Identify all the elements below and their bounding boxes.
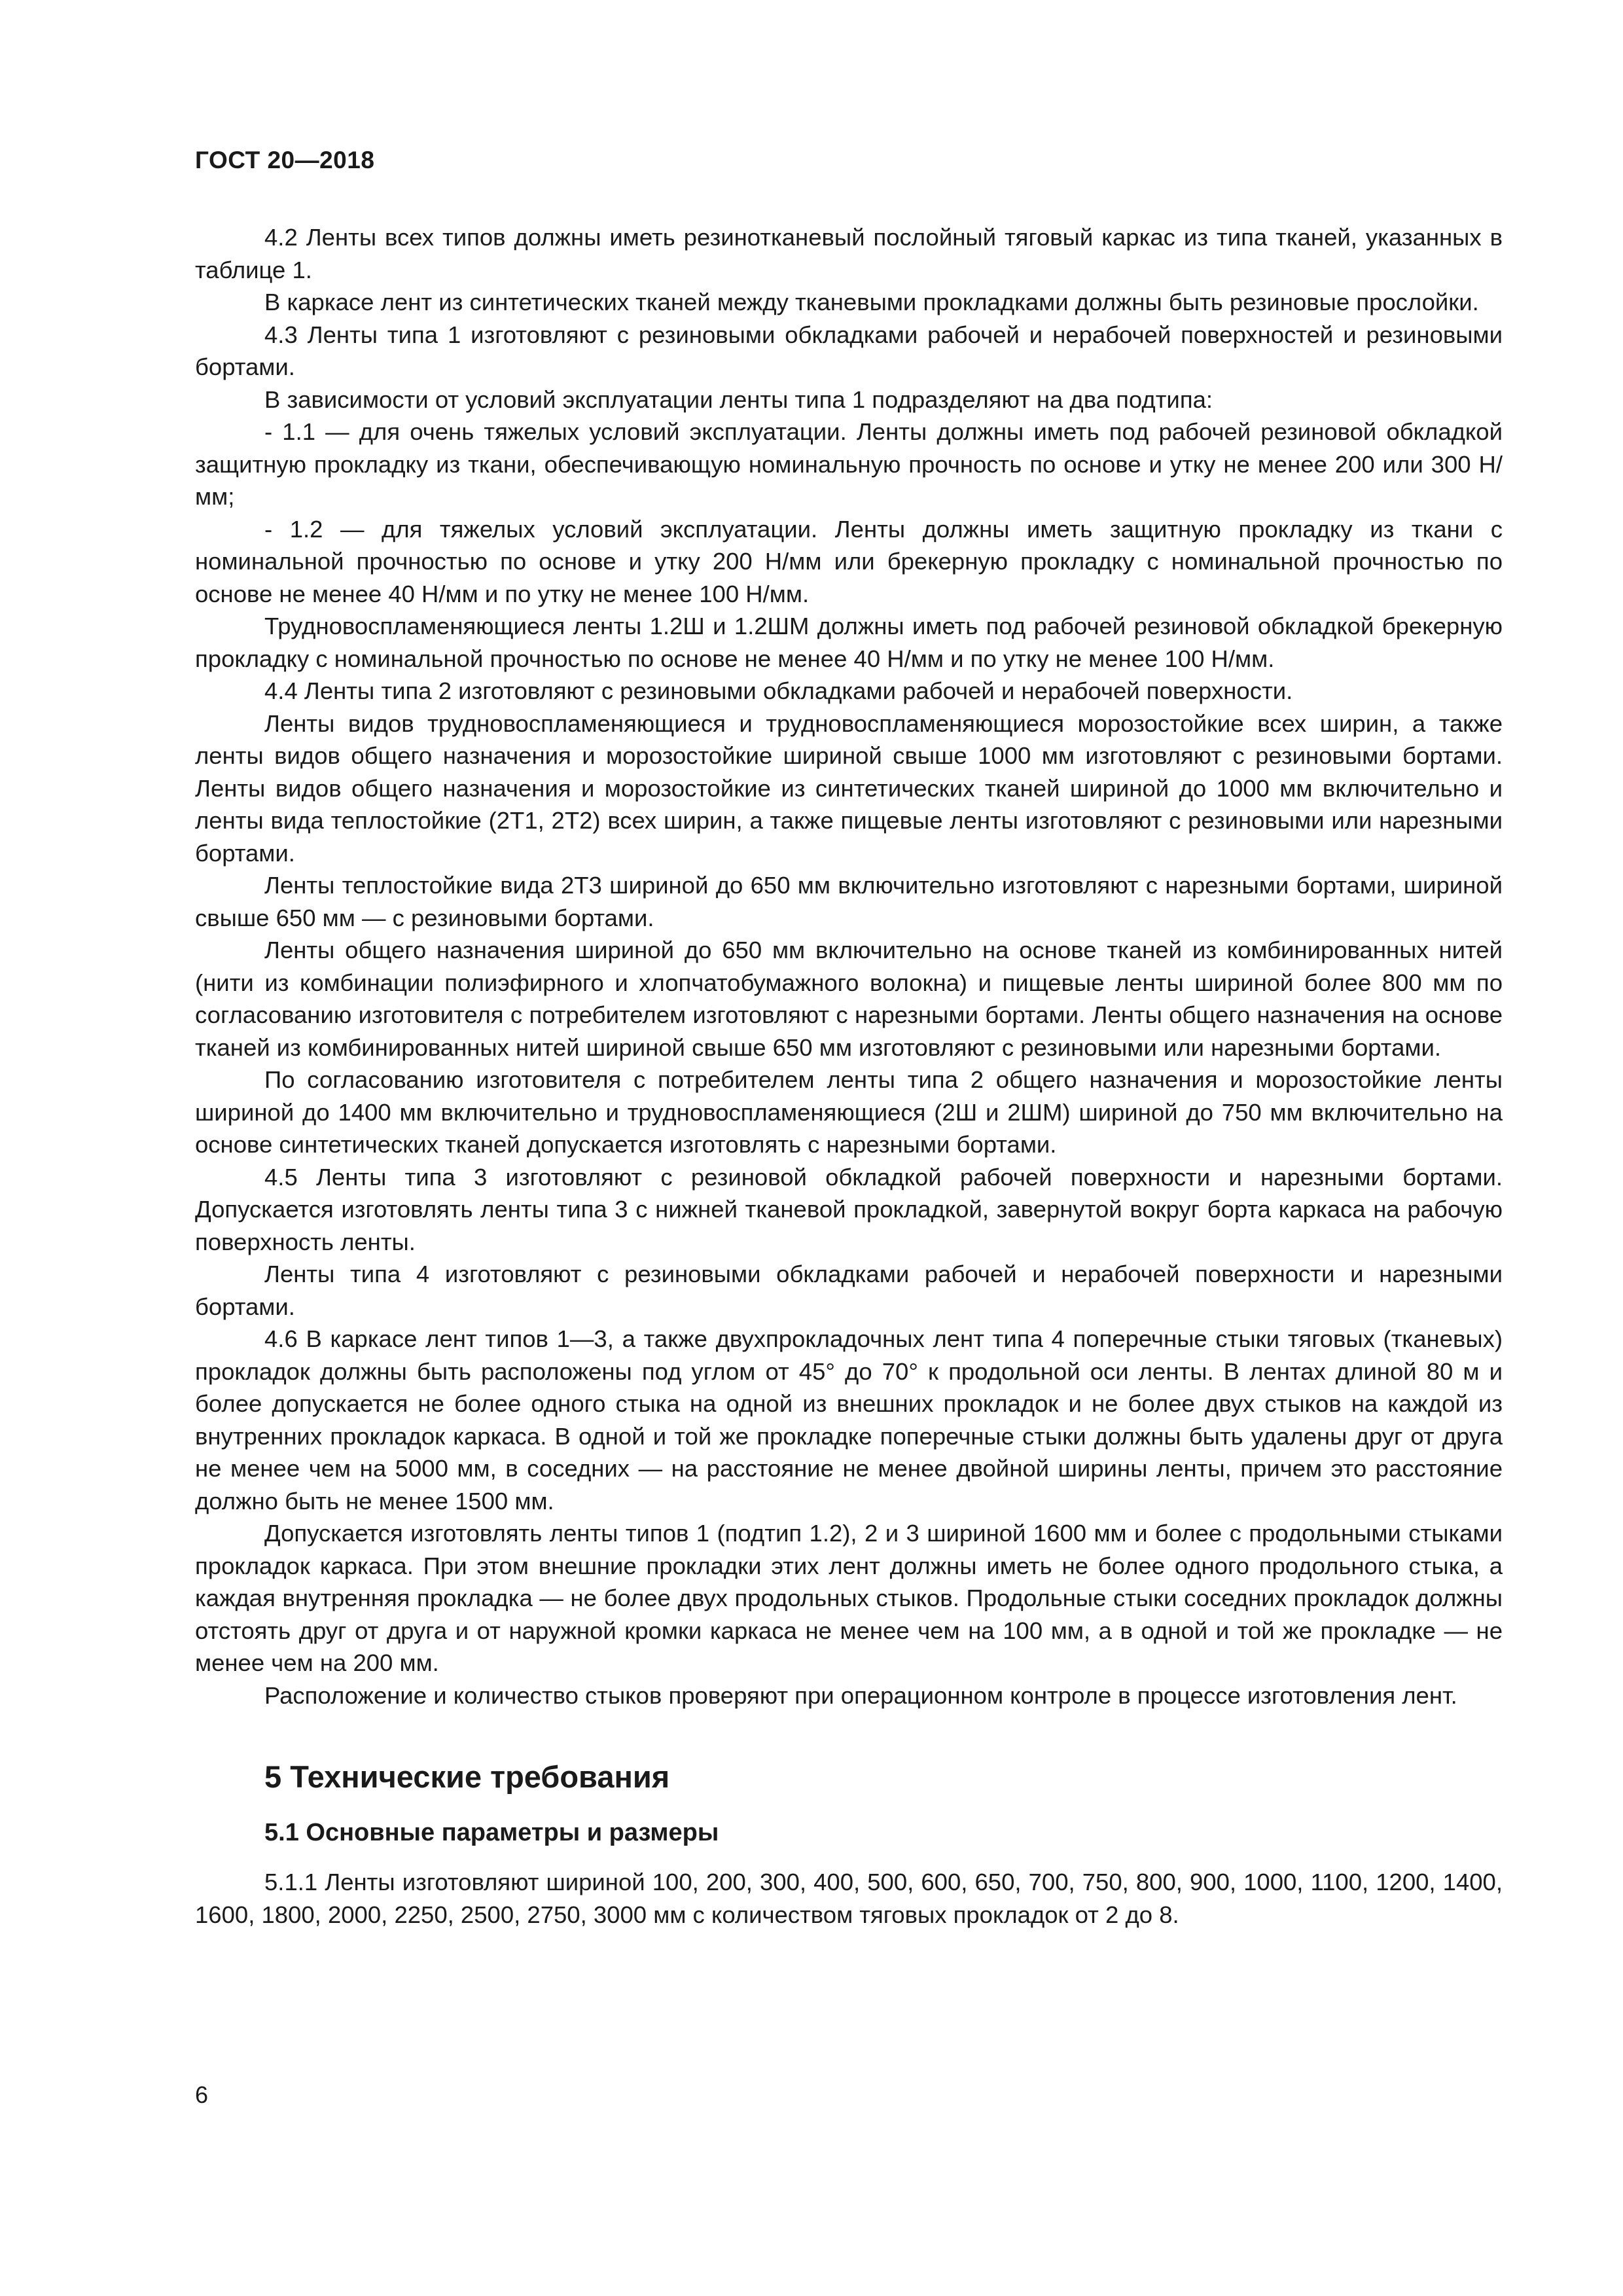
- paragraph-5-1-1: 5.1.1 Ленты изготовляют шириной 100, 200, 300, 400, 500, 600, 650, 700, 750, 800, 900, 1000, 1100, 1200, 1400, 1600, 1800, 2000, 2250, 2500, 2750, 3000 мм с количеством тяговых прокладок от 2 до 8.: [195, 1869, 1503, 1928]
- paragraph: Трудновоспламеняющиеся ленты 1.2Ш и 1.2ШМ должны иметь под рабочей резиновой обкладкой брекерную прокладку с номинальной прочностью по основе не менее 40 Н/мм и по утку не менее 100 Н/мм.: [195, 613, 1503, 672]
- paragraph-4-4: 4.4 Ленты типа 2 изготовляют с резиновыми обкладками рабочей и нерабочей поверхности.: [264, 677, 1293, 704]
- paragraph: Ленты теплостойкие вида 2Т3 шириной до 650 мм включительно изготовляют с нарезными бортами, шириной свыше 650 мм — с резиновыми бортами.: [195, 872, 1503, 931]
- section-heading: 5 Технические требования: [264, 1759, 670, 1794]
- paragraph-4-2: 4.2 Ленты всех типов должны иметь резинотканевый послойный тяговый каркас из типа тканей, указанных в таблице 1.: [195, 224, 1503, 283]
- paragraph: По согласованию изготовителя с потребителем ленты типа 2 общего назначения и морозостойкие ленты шириной до 1400 мм включительно и трудновоспламеняющиеся (2Ш и 2ШМ) шириной до 750 мм включительно на основе синтетических тканей допускается изготовлять с нарезными бортами.: [195, 1066, 1503, 1158]
- paragraph-4-6: 4.6 В каркасе лент типов 1—3, а также двухпрокладочных лент типа 4 поперечные стыки тяговых (тканевых) прокладок должны быть расположены под углом от 45° до 70° к продольной оси ленты. В лентах длиной 80 м и более допускается не более одного стыка на одной из внешних прокладок и не более двух стыков на каждой из внутренних прокладок каркаса. В одной и той же прокладке поперечные стыки должны быть удалены друг от друга не менее чем на 5000 мм, в соседних — на расстояние не менее двойной ширины ленты, причем это расстояние должно быть не менее 1500 мм.: [195, 1325, 1503, 1515]
- paragraph: В зависимости от условий эксплуатации ленты типа 1 подразделяют на два подтипа:: [264, 386, 1213, 413]
- paragraph-4-3: 4.3 Ленты типа 1 изготовляют с резиновыми обкладками рабочей и нерабочей поверхностей и резиновыми бортами.: [195, 321, 1503, 380]
- page-number: 6: [195, 2081, 209, 2108]
- paragraph: Ленты типа 4 изготовляют с резиновыми обкладками рабочей и нерабочей поверхности и нарезными бортами.: [195, 1261, 1503, 1320]
- paragraph: Допускается изготовлять ленты типов 1 (подтип 1.2), 2 и 3 шириной 1600 мм и более с продольными стыками прокладок каркаса. При этом внешние прокладки этих лент должны иметь не более одного продольного стыка, а каждая внутренняя прокладка — не более двух продольных стыков. Продольные стыки соседних прокладок должны отстоять друг от друга и от наружной кромки каркаса не менее чем на 100 мм, а в одной и той же прокладке — не менее чем на 200 мм.: [195, 1520, 1503, 1676]
- subsection-heading: 5.1 Основные параметры и размеры: [264, 1819, 719, 1846]
- list-item-subtype-1-2: - 1.2 — для тяжелых условий эксплуатации. Ленты должны иметь защитную прокладку из ткани с номинальной прочностью по основе и утку 200 Н/мм или брекерную прокладку с номинальной прочностью по основе не менее 40 Н/мм и по утку не менее 100 Н/мм.: [195, 515, 1503, 607]
- paragraph: Расположение и количество стыков проверяют при операционном контроле в процессе изготовления лент.: [264, 1681, 1457, 1709]
- document-body: [195, 221, 1503, 1931]
- paragraph-4-5: 4.5 Ленты типа 3 изготовляют с резиновой обкладкой рабочей поверхности и нарезными бортами. Допускается изготовлять ленты типа 3 с нижней тканевой прокладкой, завернутой вокруг борта каркаса на рабочую поверхность ленты.: [195, 1163, 1503, 1255]
- paragraph: Ленты общего назначения шириной до 650 мм включительно на основе тканей из комбинированных нитей (нити из комбинации полиэфирного и хлопчатобумажного волокна) и пищевые ленты шириной более 800 мм по согласованию изготовителя с потребителем изготовляют с нарезными бортами. Ленты общего назначения на основе тканей из комбинированных нитей шириной свыше 650 мм изготовляют с резиновыми или нарезными бортами.: [195, 937, 1503, 1061]
- paragraph: В каркасе лент из синтетических тканей между тканевыми прокладками должны быть резиновые прослойки.: [264, 289, 1479, 315]
- document-code-header: ГОСТ 20—2018: [195, 147, 375, 173]
- list-item-subtype-1-1: - 1.1 — для очень тяжелых условий эксплуатации. Ленты должны иметь под рабочей резиновой обкладкой защитную прокладку из ткани, обеспечивающую номинальную прочность по основе и утку не менее 200 или 300 Н/мм;: [195, 418, 1503, 510]
- paragraph: Ленты видов трудновоспламеняющиеся и трудновоспламеняющиеся морозостойкие всех ширин, а также ленты видов общего назначения и морозостойкие шириной свыше 1000 мм изготовляют с резиновыми бортами. Ленты видов общего назначения и морозостойкие из синтетических тканей шириной до 1000 мм включительно и ленты вида теплостойкие (2Т1, 2Т2) всех ширин, а также пищевые ленты изготовляют с резиновыми или нарезными бортами.: [195, 709, 1503, 867]
